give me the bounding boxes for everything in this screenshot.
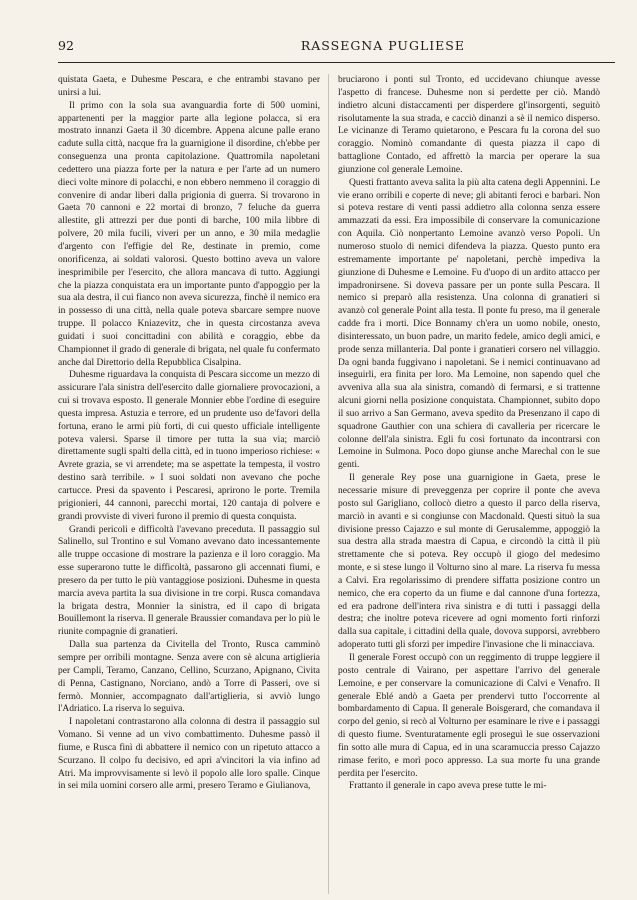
paragraph: Il generale Rey pose una guarnigione in Gaeta, prese le necessarie misure di preveggenza per coprire il ponte che aveva posto sul Garigliano, collocò dietro a questo il parco della riserva, marciò in avanti e si congiunse con Macdonald. Questi situò la sua divisione presso Cajazzo e sul monte di Gerusalemme, appoggiò la sua destra alla strada maestra di Capua, e circondò la città il più strettamente che si poteva. Rey occupò il giogo del medesimo monte, e si stese lungo il Volturno sino al mare. La riserva fu messa a Calvi. Era regolarissimo di prendere siffatta posizione contro un nemico, che era coperto da un fiume e dal cannone d'una fortezza, ed era padrone dell'intera riva sinistra e di tutti i passaggi della destra; che inoltre poteva ricevere ad ogni momento forti rinforzi dalla sua capitale, i cittadini della quale, dovova supporsi, avrebbero adoperato tutti gli sforzi per impedire l'invasione che li minacciava. bbox=[338, 473, 600, 651]
paragraph: Frattanto il generale in capo aveva prese tutte le mi- bbox=[349, 781, 547, 792]
paragraph: Il primo con la sola sua avanguardia forte di 500 uomini, appartenenti per la maggior parte alla legione polacca, si era mostrato innanzi Gaeta il 30 dicembre. Appena alcune palle erano cadute sulla città, nacque fra la guarnigione il disordine, ch'ebbe per conseguenza una pronta capitolazione. Quattromila napoletani cedettero una piazza forte per la natura e per l'arte ad un numero dieci volte minore di polacchi, e non ebbero nemmeno il coraggio di convenire di andar liberi dalla prigionia di guerra. Si trovarono in Gaeta 70 cannoni e 22 mortai di bronzo, 7 feluche da guerra allestite, gli attrezzi per due ponti di barche, 100 mila libbre di polvere, 20 mila fucili, viveri per un anno, e 30 mila medaglie d'argento con l'effigie del Re, destinate in premio, come onorificenza, ai soldati valorosi. Questo bottino aveva un valore inesprimibile per l'esercito, che allora mancava di tutto. Aggiungi che la piazza conquistata era un importante punto d'appoggio per la sua ala destra, il cui fianco non aveva sicurezza, finchè il nemico era in possesso di una città, nella quale poteva sbarcare sempre nuove truppe. Il polacco Kniazevitz, che in questa circostanza aveva guidati i suoi concittadini con abilità e coraggio, ebbe da Championnet il grado di generale di brigata, nel quale fu confermato anche dal Direttorio della Repubblica Cisalpina. bbox=[58, 100, 320, 368]
column-divider bbox=[328, 74, 329, 894]
page-header bbox=[58, 38, 615, 56]
paragraph: I napoletani contrastarono alla colonna di destra il passaggio sul Vomano. Si venne ad un vivo combattimento. Duhesme passò il fiume, e Rusca finì di abbattere il nemico con un ripetuto attacco a Scurzano. Il colpo fu decisivo, ed aprì a'vincitori la via infino ad Atri. Ma improvvisamente si levò il popolo alle loro spalle. Cinque in sei mila uomini corsero alle armi, presero Teramo e Giulianova, bbox=[58, 717, 320, 792]
paragraph: Dalla sua partenza da Civitella del Tronto, Rusca camminò sempre per orribili montagne. Senza avere con sè alcuna artiglieria per Campli, Teramo, Canzano, Cellino, Scurzano, Apignano, Civita di Penna, Castignano, Norciano, andò a Torre di Passeri, ove si fermò. Monnier, accompagnato dall'artiglieria, si avviò lungo l'Adriatico. La riserva lo seguiva. bbox=[58, 640, 320, 715]
running-title: RASSEGNA PUGLIESE bbox=[300, 38, 465, 53]
paragraph: Questi frattanto aveva salita la più alta catena degli Appennini. Le vie erano orribili e coperte di neve; gli abitanti feroci e barbari. Non si poteva restare di venti passi addietro alla colonna senza essere ammazzati da essi. Era impossibile di conservare la comunicazione con Aquila. Ciò nonpertanto Lemoine avanzò verso Popoli. Un numeroso stuolo di nemici difendeva la piazza. Questo punto era estremamente importante pe' napoletani, perchè impediva la giunzione di Duhesme e Lemoine. Fu d'uopo di un ardito attacco per impadronirsene. Si doveva passare per un ponte sulla Pescara. Il nemico si preparò alla resistenza. Una colonna di granatieri si avanzò col generale Point alla testa. Il ponte fu preso, ma il generale cadde fra i morti. Dice Bonnamy ch'era un uomo nobile, onesto, disinteressato, un buon padre, un marito fedele, amico degli amici, e prode senza millanteria. Dal ponte i granatieri corsero nel villaggio. Da ogni banda fuggivano i napoletani. Se i nemici continuavano ad inseguirli, era finita per loro. Ma Lemoine, non sapendo quel che avveniva alla sua ala sinistra, comandò di fermarsi, e si trattenne alcuni giorni nella posizione conquistata. Championnet, subito dopo il suo arrivo a San Germano, aveva spedito da Presenzano il capo di squadrone Gauthier con una schiera di cavalleria per ricercare le colonne dell'ala sinistra. Egli fu così fortunato da incontrarsi con Lemoine in Sulmona. Poco dopo giunse anche Marechal con le sue genti. bbox=[338, 177, 600, 471]
paragraph: bruciarono i ponti sul Tronto, ed uccidevano chiunque avesse l'aspetto di francese. Duhesme non si perdette per ciò. Mandò indietro alcuni distaccamenti per disperdere gl'insorgenti, seguitò risolutamente la sua strada, e cacciò dinanzi a sè il nemico disperso. Le vicinanze di Teramo quietarono, e Pescara fu la corona del suo coraggio. Nominò comandante di questa piazza il capo di battaglione Contado, ed affrettò la marcia per operare la sua giunzione col generale Lemoine. bbox=[338, 75, 600, 175]
paragraph: Il generale Forest occupò con un reggimento di truppe leggiere il posto centrale di Vairano, per aspettare l'arrivo del generale Lemoine, e per conservare la comunicazione di Calvi e Venafro. Il generale Eblé andò a Gaeta per prendervi tutto l'occorrente al bombardamento di Capua. Il generale Boisgerard, che comandava il corpo del genio, si recò al Volturno per esaminare le rive e i passaggi di questo fiume. Sventuratamente egli proseguì le sue osservazioni fin sotto alle mura di Capua, ed in una scaramuccia presso Cajazzo rimase ferito, e morì poco appresso. La sua morte fu una grande perdita per l'esercito. bbox=[338, 652, 600, 779]
left-column bbox=[58, 74, 320, 894]
header-rule bbox=[58, 62, 615, 63]
paragraph: Grandi pericoli e difficoltà l'avevano preceduta. Il passaggio sul Salinello, sul Trontino e sul Vomano avevano dato incessantemente alle truppe occasione di mostrare la pazienza e il loro coraggio. Ma esse superarono tutte le difficoltà, passarono gli accennati fiumi, e presero da per tutto le più vantaggiose posizioni. Duhesme in questa marcia aveva partita la sua divisione in tre corpi. Rusca comandava la brigata destra, Monnier la sinistra, ed il capo di brigata Bouillemont la riserva. Il generale Braussier comandava per lo più le riunite compagnie di granatieri. bbox=[58, 524, 320, 638]
page-number: 92 bbox=[58, 38, 74, 53]
right-column bbox=[338, 74, 600, 894]
paragraph: Duhesme riguardava la conquista di Pescara siccome un mezzo di assicurare l'ala sinistra dell'esercito dalle giornaliere provocazioni, a cui si trovava esposto. Il generale Monnier ebbe l'ordine di eseguire questa impresa. Astuzia e terrore, ed un prudente uso de'favori della fortuna, erano le armi più forti, di cui questo ufficiale intelligente poteva valersi. Sparse il timore per tutta la sua via; marciò direttamente sugli spalti della città, ed in tuono imperioso richiese: « Avrete grazia, se vi arrendete; ma se aspettate la tempesta, il vostro destino sarà terribile. » I suoi soldati non avevano che poche cartucce. Presi da spavento i Pescaresi, aprirono le porte. Tremila prigionieri, 44 cannoni, parecchi mortai, 120 cantaja di polvere e grandi provviste di viveri furono il premio di questa conquista. bbox=[58, 370, 320, 522]
paragraph: quistata Gaeta, e Duhesme Pescara, e che entrambi stavano per unirsi a lui. bbox=[58, 75, 320, 98]
